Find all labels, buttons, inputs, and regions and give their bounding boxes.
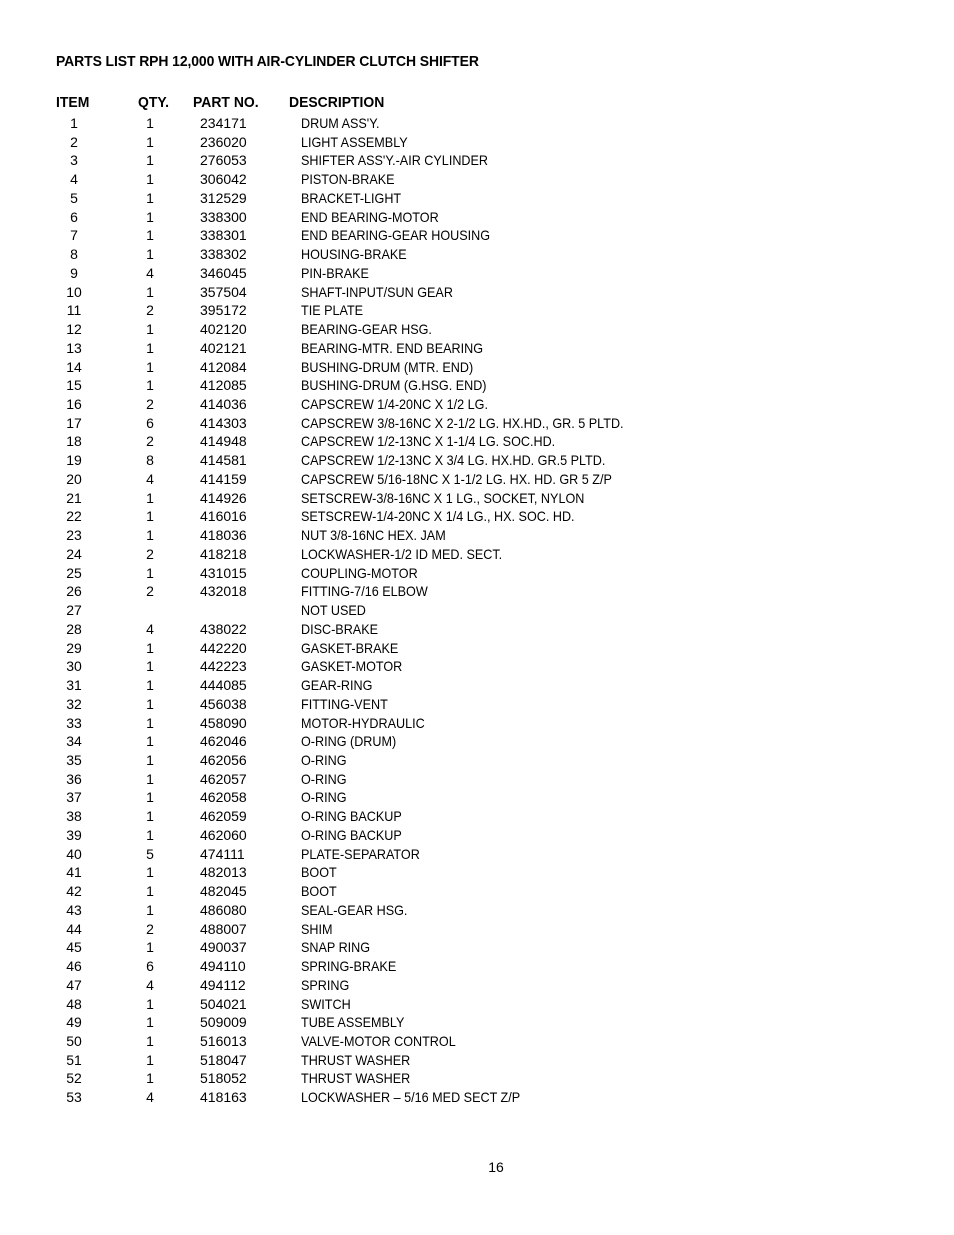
item-cell: 28 [66, 620, 82, 637]
qty-cell: 1 [146, 1070, 154, 1087]
description-cell: O-RING [301, 770, 347, 787]
column-header-item: ITEM [56, 94, 90, 111]
part-no-cell: 276053 [200, 152, 247, 169]
part-no-cell: 412085 [200, 377, 247, 394]
description-cell: BUSHING-DRUM (MTR. END) [301, 358, 474, 375]
part-no-cell: 312529 [200, 189, 247, 206]
qty-cell: 1 [146, 246, 154, 263]
item-cell: 47 [66, 976, 82, 993]
column-header-qty: QTY. [138, 94, 170, 111]
description-cell: PLATE-SEPARATOR [301, 845, 420, 862]
part-no-cell: 416016 [200, 508, 247, 525]
description-cell: TIE PLATE [301, 302, 364, 319]
description-cell: FITTING-7/16 ELBOW [301, 583, 428, 600]
item-cell: 41 [66, 864, 82, 881]
part-no-cell: 236020 [200, 133, 247, 150]
part-no-cell: 414948 [200, 433, 247, 450]
item-cell: 5 [70, 189, 78, 206]
table-row [0, 1051, 954, 1070]
description-cell: CAPSCREW 1/2-13NC X 3/4 LG. HX.HD. GR.5 PLTD. [301, 452, 606, 469]
item-cell: 18 [66, 433, 82, 450]
part-no-cell: 462057 [200, 770, 247, 787]
item-cell: 36 [66, 770, 82, 787]
description-cell: MOTOR-HYDRAULIC [301, 714, 425, 731]
part-no-cell: 442220 [200, 639, 247, 656]
part-no-cell: 418036 [200, 527, 247, 544]
item-cell: 1 [70, 115, 78, 131]
description-cell: PIN-BRAKE [301, 264, 369, 281]
qty-cell: 1 [146, 171, 154, 188]
qty-cell: 1 [146, 133, 154, 150]
description-cell: SNAP RING [301, 939, 371, 956]
item-cell: 27 [66, 602, 82, 619]
table-row [0, 245, 954, 264]
table-row [0, 601, 954, 620]
description-cell: SETSCREW-3/8-16NC X 1 LG., SOCKET, NYLON [301, 489, 585, 506]
qty-cell: 1 [146, 695, 154, 712]
description-cell: SHIFTER ASS'Y.-AIR CYLINDER [301, 152, 489, 169]
table-row [0, 938, 954, 957]
description-cell: BRACKET-LIGHT [301, 189, 402, 206]
table-row [0, 714, 954, 733]
part-no-cell: 438022 [200, 620, 247, 637]
table-row [0, 170, 954, 189]
item-cell: 53 [66, 1089, 82, 1106]
qty-cell: 2 [146, 583, 154, 600]
item-cell: 12 [66, 321, 82, 338]
description-cell: BEARING-MTR. END BEARING [301, 339, 484, 356]
page-title: PARTS LIST RPH 12,000 WITH AIR-CYLINDER CLUTCH SHIFTER [56, 53, 479, 70]
part-no-cell: 338302 [200, 246, 247, 263]
qty-cell: 1 [146, 808, 154, 825]
description-cell: GASKET-MOTOR [301, 658, 403, 675]
table-row [0, 114, 954, 133]
part-no-cell: 518052 [200, 1070, 247, 1087]
item-cell: 8 [70, 246, 78, 263]
table-row [0, 339, 954, 358]
qty-cell: 1 [146, 189, 154, 206]
table-row [0, 582, 954, 601]
item-cell: 20 [66, 470, 82, 487]
part-no-cell: 462058 [200, 789, 247, 806]
table-row [0, 470, 954, 489]
qty-cell: 1 [146, 789, 154, 806]
part-no-cell: 412084 [200, 358, 247, 375]
qty-cell: 1 [146, 227, 154, 244]
part-no-cell: 490037 [200, 939, 247, 956]
item-cell: 3 [70, 152, 78, 169]
item-cell: 52 [66, 1070, 82, 1087]
part-no-cell: 431015 [200, 564, 247, 581]
description-cell: CAPSCREW 1/2-13NC X 1-1/4 LG. SOC.HD. [301, 433, 556, 450]
part-no-cell: 234171 [200, 115, 247, 131]
item-cell: 42 [66, 883, 82, 900]
table-row [0, 189, 954, 208]
qty-cell: 1 [146, 901, 154, 918]
table-row [0, 863, 954, 882]
table-row [0, 489, 954, 508]
description-cell: PISTON-BRAKE [301, 171, 395, 188]
table-row [0, 451, 954, 470]
table-row [0, 788, 954, 807]
item-cell: 16 [66, 396, 82, 413]
description-cell: O-RING [301, 789, 347, 806]
item-cell: 29 [66, 639, 82, 656]
description-cell: LOCKWASHER – 5/16 MED SECT Z/P [301, 1089, 521, 1106]
item-cell: 31 [66, 677, 82, 694]
description-cell: LOCKWASHER-1/2 ID MED. SECT. [301, 545, 503, 562]
table-row [0, 995, 954, 1014]
part-no-cell: 414303 [200, 414, 247, 431]
item-cell: 26 [66, 583, 82, 600]
qty-cell: 2 [146, 433, 154, 450]
column-header-description: DESCRIPTION [289, 94, 385, 111]
qty-cell: 2 [146, 396, 154, 413]
part-no-cell: 488007 [200, 920, 247, 937]
table-row [0, 133, 954, 152]
description-cell: BOOT [301, 883, 337, 900]
part-no-cell: 486080 [200, 901, 247, 918]
table-row [0, 1032, 954, 1051]
part-no-cell: 357504 [200, 283, 247, 300]
item-cell: 37 [66, 789, 82, 806]
part-no-cell: 518047 [200, 1051, 247, 1068]
qty-cell: 1 [146, 995, 154, 1012]
description-cell: SPRING [301, 976, 350, 993]
qty-cell: 1 [146, 508, 154, 525]
description-cell: GASKET-BRAKE [301, 639, 399, 656]
qty-cell: 2 [146, 302, 154, 319]
qty-cell: 6 [146, 958, 154, 975]
item-cell: 17 [66, 414, 82, 431]
description-cell: THRUST WASHER [301, 1070, 411, 1087]
qty-cell: 6 [146, 414, 154, 431]
part-no-cell: 462056 [200, 751, 247, 768]
part-no-cell: 462060 [200, 826, 247, 843]
description-cell: NUT 3/8-16NC HEX. JAM [301, 527, 446, 544]
item-cell: 32 [66, 695, 82, 712]
item-cell: 2 [70, 133, 78, 150]
part-no-cell: 456038 [200, 695, 247, 712]
item-cell: 25 [66, 564, 82, 581]
description-cell: BEARING-GEAR HSG. [301, 321, 432, 338]
table-row [0, 620, 954, 639]
description-cell: END BEARING-GEAR HOUSING [301, 227, 491, 244]
table-row [0, 414, 954, 433]
part-no-cell: 402121 [200, 339, 247, 356]
table-row [0, 976, 954, 995]
item-cell: 39 [66, 826, 82, 843]
table-row [0, 208, 954, 227]
part-no-cell: 458090 [200, 714, 247, 731]
qty-cell: 4 [146, 976, 154, 993]
table-row [0, 1088, 954, 1107]
qty-cell: 1 [146, 527, 154, 544]
description-cell: O-RING BACKUP [301, 808, 402, 825]
table-row [0, 432, 954, 451]
part-no-cell: 414581 [200, 452, 247, 469]
table-row [0, 526, 954, 545]
description-cell: SHIM [301, 920, 333, 937]
qty-cell: 1 [146, 358, 154, 375]
description-cell: SPRING-BRAKE [301, 958, 397, 975]
item-cell: 13 [66, 339, 82, 356]
qty-cell: 1 [146, 826, 154, 843]
table-row [0, 676, 954, 695]
item-cell: 33 [66, 714, 82, 731]
part-no-cell: 482045 [200, 883, 247, 900]
column-header-part-no: PART NO. [193, 94, 259, 111]
qty-cell: 4 [146, 1089, 154, 1106]
description-cell: FITTING-VENT [301, 695, 388, 712]
table-row [0, 639, 954, 658]
description-cell: CAPSCREW 3/8-16NC X 2-1/2 LG. HX.HD., GR. 5 PLTD. [301, 414, 624, 431]
table-row [0, 826, 954, 845]
table-row [0, 957, 954, 976]
table-row [0, 545, 954, 564]
table-row [0, 1069, 954, 1088]
table-row [0, 882, 954, 901]
table-header [0, 94, 954, 114]
qty-cell: 1 [146, 714, 154, 731]
table-row [0, 264, 954, 283]
part-no-cell: 338300 [200, 208, 247, 225]
table-row [0, 395, 954, 414]
item-cell: 6 [70, 208, 78, 225]
part-no-cell: 432018 [200, 583, 247, 600]
qty-cell: 1 [146, 1032, 154, 1049]
part-no-cell: 402120 [200, 321, 247, 338]
description-cell: SETSCREW-1/4-20NC X 1/4 LG., HX. SOC. HD. [301, 508, 575, 525]
item-cell: 50 [66, 1032, 82, 1049]
description-cell: CAPSCREW 5/16-18NC X 1-1/2 LG. HX. HD. GR 5 Z/P [301, 470, 612, 487]
table-row [0, 283, 954, 302]
qty-cell: 8 [146, 452, 154, 469]
description-cell: BOOT [301, 864, 337, 881]
qty-cell: 1 [146, 658, 154, 675]
part-no-cell: 504021 [200, 995, 247, 1012]
description-cell: VALVE-MOTOR CONTROL [301, 1032, 456, 1049]
part-no-cell: 494112 [200, 976, 246, 993]
item-cell: 7 [70, 227, 78, 244]
part-no-cell: 474111 [200, 845, 245, 862]
part-no-cell: 414926 [200, 489, 247, 506]
description-cell: O-RING BACKUP [301, 826, 402, 843]
page-number: 16 [488, 1159, 504, 1175]
qty-cell: 1 [146, 639, 154, 656]
item-cell: 48 [66, 995, 82, 1012]
qty-cell: 1 [146, 770, 154, 787]
item-cell: 11 [66, 302, 82, 319]
qty-cell: 1 [146, 283, 154, 300]
description-cell: GEAR-RING [301, 677, 373, 694]
table-row [0, 1013, 954, 1032]
item-cell: 46 [66, 958, 82, 975]
part-no-cell: 516013 [200, 1032, 247, 1049]
description-cell: THRUST WASHER [301, 1051, 411, 1068]
table-row [0, 226, 954, 245]
qty-cell: 4 [146, 620, 154, 637]
table-row [0, 151, 954, 170]
qty-cell: 1 [146, 1051, 154, 1068]
table-row [0, 320, 954, 339]
qty-cell: 4 [146, 264, 154, 281]
description-cell: SHAFT-INPUT/SUN GEAR [301, 283, 453, 300]
item-cell: 19 [66, 452, 82, 469]
qty-cell: 1 [146, 939, 154, 956]
description-cell: CAPSCREW 1/4-20NC X 1/2 LG. [301, 396, 488, 413]
qty-cell: 1 [146, 733, 154, 750]
part-no-cell: 346045 [200, 264, 247, 281]
item-cell: 44 [66, 920, 82, 937]
table-row [0, 807, 954, 826]
part-no-cell: 306042 [200, 171, 247, 188]
item-cell: 40 [66, 845, 82, 862]
qty-cell: 1 [146, 377, 154, 394]
part-no-cell: 418218 [200, 545, 247, 562]
table-row [0, 695, 954, 714]
part-no-cell: 462059 [200, 808, 247, 825]
description-cell: SEAL-GEAR HSG. [301, 901, 408, 918]
item-cell: 30 [66, 658, 82, 675]
table-row [0, 770, 954, 789]
table-row [0, 920, 954, 939]
description-cell: DRUM ASS'Y. [301, 115, 380, 131]
qty-cell: 1 [146, 339, 154, 356]
description-cell: LIGHT ASSEMBLY [301, 133, 408, 150]
item-cell: 51 [66, 1051, 82, 1068]
item-cell: 34 [66, 733, 82, 750]
table-row [0, 301, 954, 320]
table-row [0, 507, 954, 526]
qty-cell: 2 [146, 920, 154, 937]
table-row [0, 376, 954, 395]
table-row [0, 657, 954, 676]
parts-table [0, 114, 954, 1107]
description-cell: COUPLING-MOTOR [301, 564, 418, 581]
table-row [0, 564, 954, 583]
qty-cell: 1 [146, 208, 154, 225]
item-cell: 10 [66, 283, 82, 300]
qty-cell: 1 [146, 489, 154, 506]
item-cell: 38 [66, 808, 82, 825]
item-cell: 4 [70, 171, 78, 188]
item-cell: 24 [66, 545, 82, 562]
description-cell: TUBE ASSEMBLY [301, 1014, 405, 1031]
description-cell: HOUSING-BRAKE [301, 246, 407, 263]
description-cell: DISC-BRAKE [301, 620, 379, 637]
table-row [0, 901, 954, 920]
page-number-container [0, 1159, 954, 1175]
part-no-cell: 414036 [200, 396, 247, 413]
part-no-cell: 444085 [200, 677, 247, 694]
description-cell: O-RING (DRUM) [301, 733, 397, 750]
qty-cell: 4 [146, 470, 154, 487]
qty-cell: 1 [146, 564, 154, 581]
item-cell: 9 [70, 264, 78, 281]
qty-cell: 1 [146, 1014, 154, 1031]
item-cell: 21 [66, 489, 82, 506]
qty-cell: 1 [146, 751, 154, 768]
part-no-cell: 442223 [200, 658, 247, 675]
item-cell: 22 [66, 508, 82, 525]
item-cell: 35 [66, 751, 82, 768]
description-cell: NOT USED [301, 602, 366, 619]
item-cell: 15 [66, 377, 82, 394]
item-cell: 14 [66, 358, 82, 375]
qty-cell: 5 [146, 845, 154, 862]
qty-cell: 1 [146, 152, 154, 169]
table-row [0, 845, 954, 864]
item-cell: 49 [66, 1014, 82, 1031]
part-no-cell: 338301 [200, 227, 247, 244]
part-no-cell: 462046 [200, 733, 247, 750]
qty-cell: 1 [146, 321, 154, 338]
part-no-cell: 395172 [200, 302, 247, 319]
qty-cell: 2 [146, 545, 154, 562]
part-no-cell: 418163 [200, 1089, 247, 1106]
item-cell: 23 [66, 527, 82, 544]
qty-cell: 1 [146, 883, 154, 900]
qty-cell: 1 [146, 115, 154, 131]
part-no-cell: 414159 [200, 470, 247, 487]
table-row [0, 751, 954, 770]
part-no-cell: 509009 [200, 1014, 247, 1031]
item-cell: 43 [66, 901, 82, 918]
description-cell: SWITCH [301, 995, 351, 1012]
item-cell: 45 [66, 939, 82, 956]
qty-cell: 1 [146, 677, 154, 694]
qty-cell: 1 [146, 864, 154, 881]
description-cell: END BEARING-MOTOR [301, 208, 439, 225]
description-cell: O-RING [301, 751, 347, 768]
description-cell: BUSHING-DRUM (G.HSG. END) [301, 377, 487, 394]
table-row [0, 358, 954, 377]
table-row [0, 732, 954, 751]
part-no-cell: 494110 [200, 958, 246, 975]
part-no-cell: 482013 [200, 864, 247, 881]
